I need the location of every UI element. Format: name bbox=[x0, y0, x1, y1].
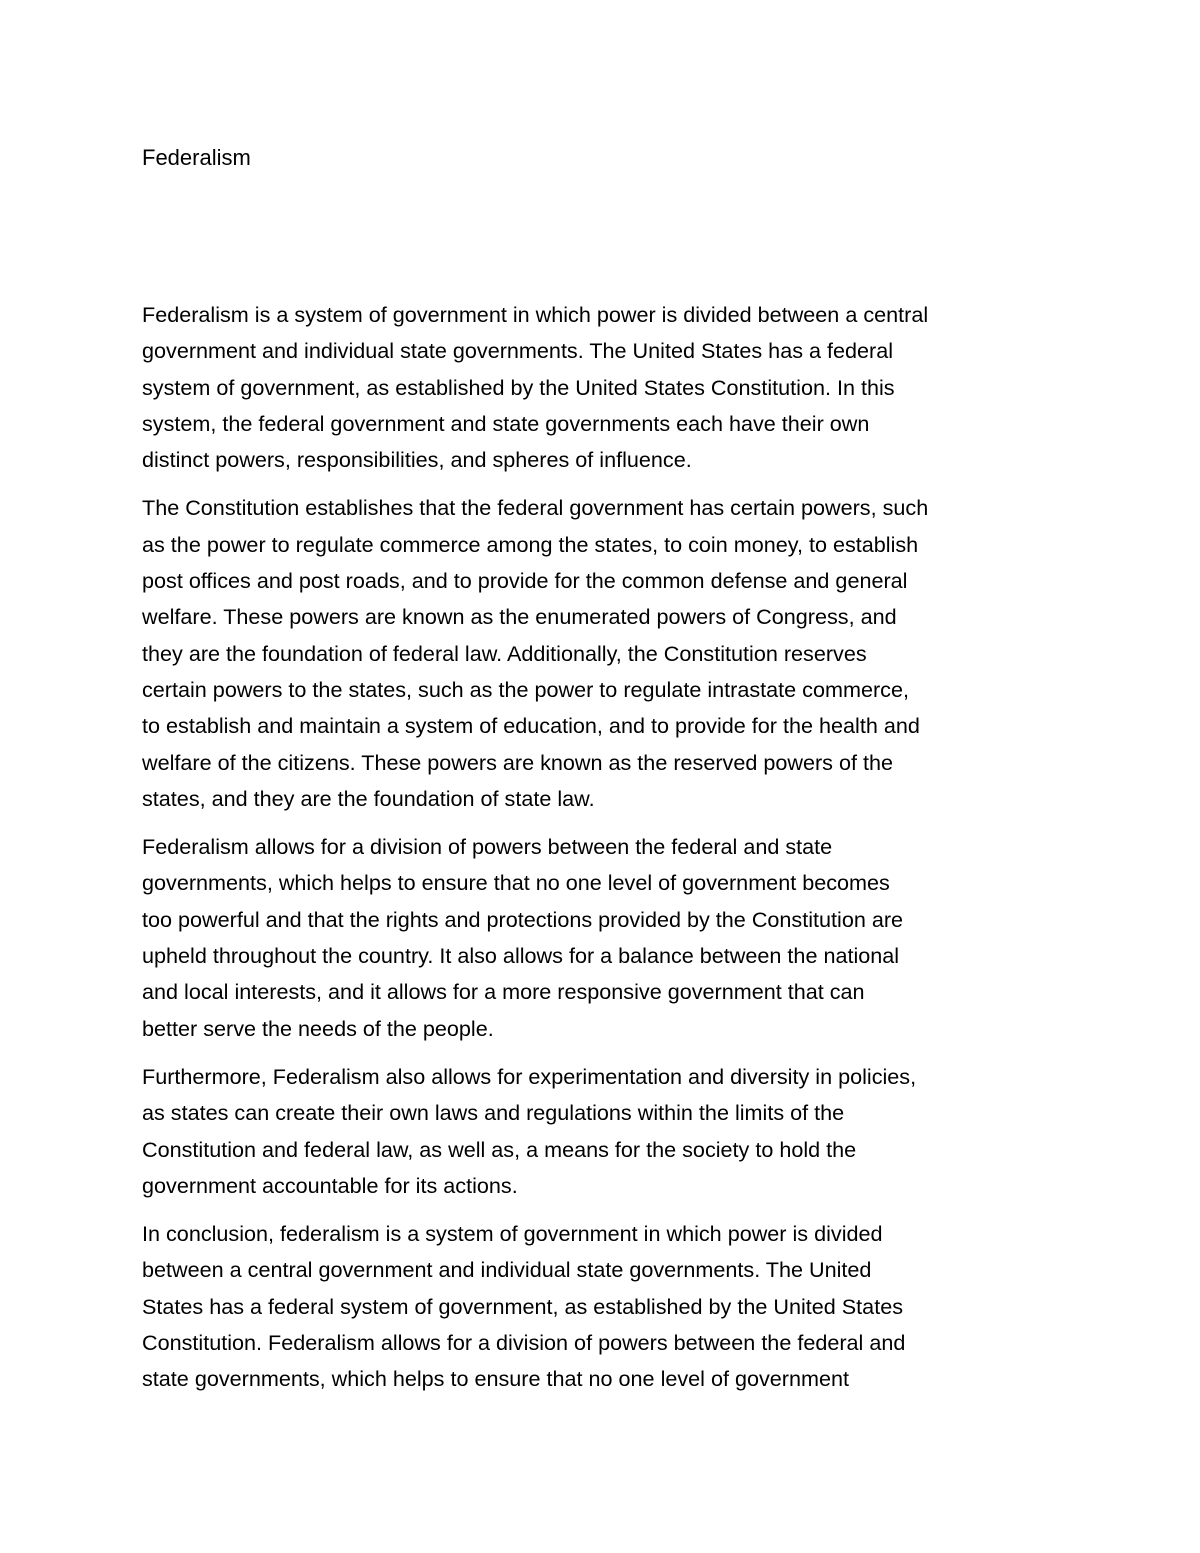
text-line: Federalism allows for a division of powers between the federal and state bbox=[142, 834, 833, 860]
text-line: Furthermore, Federalism also allows for experimentation and diversity in policies, bbox=[142, 1063, 917, 1089]
text-line: state governments, which helps to ensure that no one level of government bbox=[142, 1366, 850, 1392]
paragraph-division-of-powers bbox=[142, 829, 1082, 1047]
document-body bbox=[142, 297, 1082, 1410]
paragraph-definition bbox=[142, 297, 1082, 478]
text-line: certain powers to the states, such as the power to regulate intrastate commerce, bbox=[142, 676, 909, 702]
text-line: as states can create their own laws and regulations within the limits of the bbox=[142, 1100, 845, 1126]
text-line: as the power to regulate commerce among the states, to coin money, to establish bbox=[142, 531, 919, 557]
text-line: government accountable for its actions. bbox=[142, 1172, 518, 1198]
text-line: In conclusion, federalism is a system of government in which power is divided bbox=[142, 1221, 883, 1247]
text-line: too powerful and that the rights and protections provided by the Constitution are bbox=[142, 906, 904, 932]
paragraph-constitution-powers bbox=[142, 490, 1082, 817]
text-line: Constitution. Federalism allows for a division of powers between the federal and bbox=[142, 1330, 906, 1356]
text-line: system, the federal government and state governments each have their own bbox=[142, 410, 870, 436]
text-line: they are the foundation of federal law. Additionally, the Constitution reserves bbox=[142, 640, 867, 666]
paragraph-experimentation bbox=[142, 1059, 1082, 1204]
text-line: to establish and maintain a system of education, and to provide for the health and bbox=[142, 713, 920, 739]
text-line: States has a federal system of government, as established by the United States bbox=[142, 1293, 904, 1319]
text-line: upheld throughout the country. It also allows for a balance between the national bbox=[142, 943, 900, 969]
text-line: and local interests, and it allows for a more responsive government that can bbox=[142, 979, 865, 1005]
text-line: welfare of the citizens. These powers are known as the reserved powers of the bbox=[142, 749, 893, 775]
text-line: post offices and post roads, and to provide for the common defense and general bbox=[142, 568, 908, 594]
text-line: between a central government and individual state governments. The United bbox=[142, 1257, 872, 1283]
text-line: distinct powers, responsibilities, and spheres of influence. bbox=[142, 447, 692, 473]
paragraph-conclusion bbox=[142, 1216, 1082, 1397]
text-line: system of government, as established by the United States Constitution. In this bbox=[142, 374, 895, 400]
text-line: states, and they are the foundation of state law. bbox=[142, 785, 595, 811]
text-line: Federalism is a system of government in which power is divided between a central bbox=[142, 302, 929, 327]
text-line: welfare. These powers are known as the enumerated powers of Congress, and bbox=[142, 604, 897, 630]
text-line: governments, which helps to ensure that no one level of government becomes bbox=[142, 870, 890, 896]
document-title: Federalism bbox=[142, 145, 251, 170]
text-line: Constitution and federal law, as well as, a means for the society to hold the bbox=[142, 1136, 857, 1162]
text-line: better serve the needs of the people. bbox=[142, 1015, 494, 1041]
text-line: government and individual state governments. The United States has a federal bbox=[142, 338, 894, 364]
text-line: The Constitution establishes that the federal government has certain powers, such bbox=[142, 495, 929, 521]
